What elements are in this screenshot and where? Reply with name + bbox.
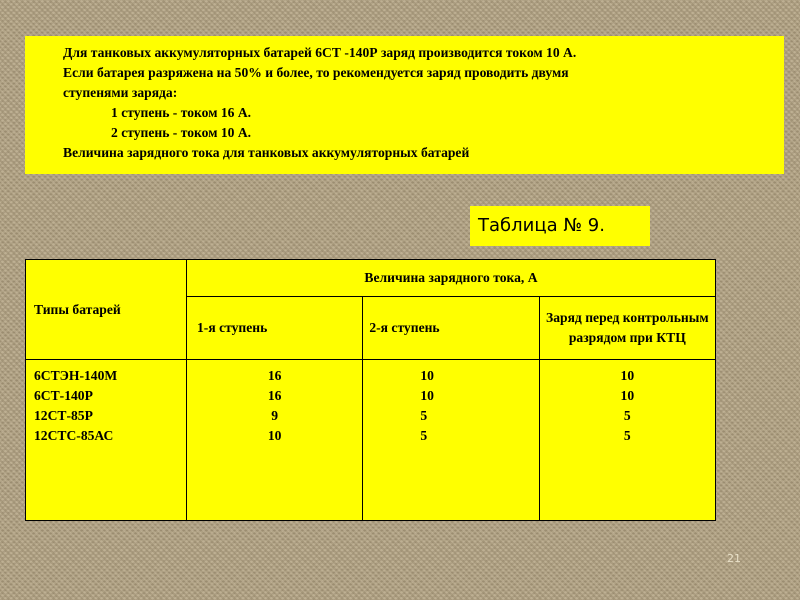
header-stage-1: 1-я ступень <box>187 297 363 360</box>
header-ktc-charge <box>539 297 715 360</box>
table-cell: 10 <box>420 388 434 403</box>
stage-1-column <box>187 360 363 521</box>
table-header-row <box>26 260 716 297</box>
intro-line: Для танковых аккумуляторных батарей 6СТ -140Р заряд производится током 10 А. <box>63 45 577 60</box>
table-caption: Таблица № 9. <box>470 206 650 246</box>
header-ktc-line: разрядом при КТЦ <box>568 330 686 345</box>
intro-line-stage-2: 2 ступень - током 10 А. <box>111 125 252 140</box>
table-cell: 12СТС-85АС <box>34 428 114 443</box>
charging-current-table <box>25 259 716 521</box>
table-cell: 6СТЭН-140М <box>34 368 118 383</box>
table-cell: 10 <box>420 368 434 383</box>
header-charging-current: Величина зарядного тока, А <box>187 260 716 297</box>
table-cell: 5 <box>623 408 631 423</box>
table-cell: 5 <box>420 428 428 443</box>
table-cell: 16 <box>267 368 282 383</box>
table-cell: 5 <box>420 408 428 423</box>
intro-line-stage-1: 1 ступень - током 16 А. <box>111 105 252 120</box>
table-body-row <box>26 360 716 521</box>
table-cell: 16 <box>267 388 282 403</box>
page-number: 21 <box>727 552 741 565</box>
battery-type-column <box>26 360 187 521</box>
intro-line: Если батарея разряжена на 50% и более, то рекомендуется заряд проводить двумя <box>63 65 569 80</box>
intro-text-box <box>25 36 784 174</box>
table-cell: 10 <box>620 368 635 383</box>
header-stage-2: 2-я ступень <box>363 297 539 360</box>
stage-2-column <box>363 360 539 521</box>
table-cell: 10 <box>620 388 635 403</box>
table-cell: 10 <box>267 428 282 443</box>
ktc-charge-column <box>539 360 715 521</box>
table-cell: 9 <box>271 408 279 423</box>
table-cell: 5 <box>623 428 631 443</box>
table-cell: 12СТ-85Р <box>34 408 93 423</box>
header-ktc-line: Заряд перед контрольным <box>546 310 709 325</box>
intro-line: ступенями заряда: <box>63 85 178 100</box>
header-battery-type: Типы батарей <box>26 260 187 360</box>
intro-line: Величина зарядного тока для танковых аккумуляторных батарей <box>63 145 470 160</box>
table-cell: 6СТ-140Р <box>34 388 93 403</box>
